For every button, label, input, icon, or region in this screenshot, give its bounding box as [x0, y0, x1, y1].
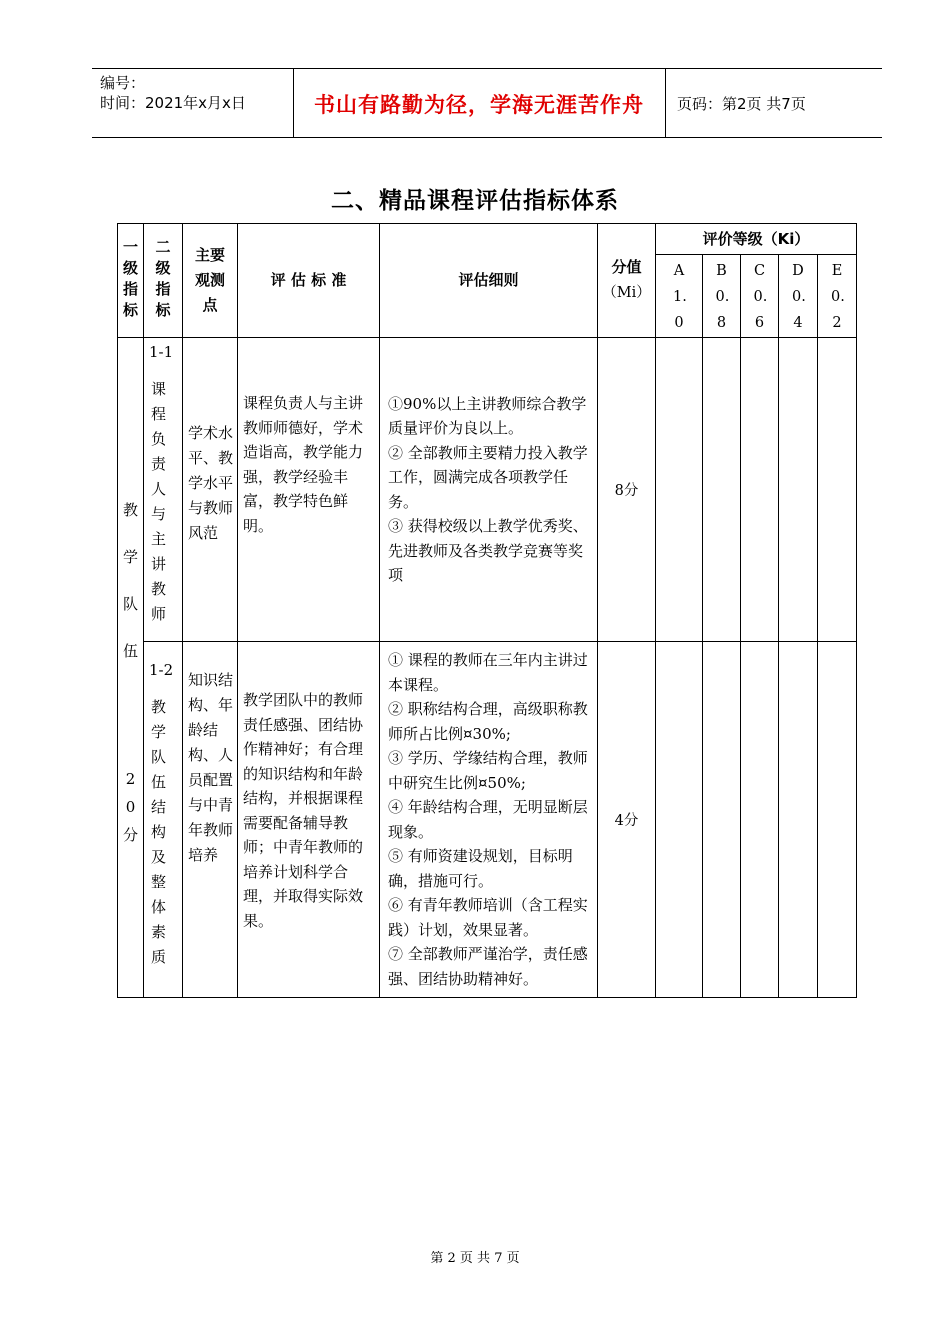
code-label: 编号： [100, 74, 146, 92]
grade-value: 0.2 [831, 289, 845, 331]
grade-letter: D [792, 263, 804, 279]
level2-name: 课程负责人与主讲教师 [151, 380, 167, 623]
level1-name: 教学队伍 [123, 500, 139, 660]
detail-item: ⑦ 全部教师严谨治学，责任感强、团结协助精神好。 [388, 945, 588, 988]
col-level1-label: 一级指标 [121, 238, 139, 323]
standard-cell [238, 338, 380, 642]
observe-text: 知识结构、年龄结构、人员配置与中青年教师培养 [188, 671, 234, 864]
detail-item: ③ 学历、学缘结构合理，教师中研究生比例¤50%; [388, 749, 588, 792]
header-meta [100, 73, 246, 113]
level2-name: 教学队伍结构及整体素质 [151, 698, 167, 966]
standard-text: 课程负责人与主讲教师师德好，学术造诣高，教学能力强，教学经验丰富，教学特色鲜明。 [243, 394, 364, 535]
col-level1-header [118, 224, 144, 338]
score-value: 4分 [614, 813, 639, 829]
detail-item: ① 课程的教师在三年内主讲过本课程。 [388, 651, 588, 694]
grade-blank [779, 642, 818, 998]
standard-cell [238, 642, 380, 998]
detail-item: ④ 年龄结构合理，无明显断层现象。 [388, 798, 588, 841]
header-motto: 书山有路勤为径，学海无涯苦作舟 [314, 92, 644, 117]
detail-item: ①90%以上主讲教师综合教学质量评价为良以上。 [388, 394, 587, 437]
grade-cell [818, 255, 857, 338]
grade-blank [818, 338, 857, 642]
grade-cell [656, 255, 703, 338]
grade-blank [779, 338, 818, 642]
grade-value: 1.0 [673, 289, 687, 331]
detail-item: ② 职称结构合理，高级职称教师所占比例¤30%; [388, 700, 588, 743]
page-header [92, 68, 882, 138]
table-row [118, 642, 857, 998]
level2-code: 1-1 [149, 343, 174, 361]
score-cell [598, 338, 656, 642]
grade-blank [656, 338, 703, 642]
details-cell [380, 338, 598, 642]
grade-cell [741, 255, 779, 338]
level2-code: 1-2 [149, 661, 174, 679]
detail-item: ② 全部教师主要精力投入教学工作，圆满完成各项教学任务。 [388, 443, 588, 511]
col-details-header [380, 224, 598, 338]
document-title: 二、精品课程评估指标体系 [331, 188, 619, 214]
grade-letter: C [753, 263, 766, 279]
col-level2-header [144, 224, 183, 338]
col-observe-label: 主要观测点 [194, 246, 225, 314]
grade-blank [818, 642, 857, 998]
grade-cell [779, 255, 818, 338]
time-label: 时间：2021年x月x日 [100, 94, 246, 112]
details-cell [380, 642, 598, 998]
observe-cell [183, 338, 238, 642]
grade-letter: E [831, 263, 843, 279]
grade-header-label: 评价等级（Ki） [702, 229, 810, 248]
col-level2-label: 二级指标 [153, 238, 172, 323]
observe-text: 学术水平、教学水平与教师风范 [188, 424, 234, 542]
grade-blank [741, 338, 779, 642]
level1-cell [118, 338, 144, 998]
col-score-title: 分值 [611, 258, 642, 276]
col-observe-header [183, 224, 238, 338]
grade-blank [703, 642, 741, 998]
level1-score: 20分 [123, 769, 139, 844]
grade-cell [703, 255, 741, 338]
grade-letter: B [716, 263, 727, 279]
grade-header [656, 224, 857, 255]
col-details-label: 评估细则 [458, 271, 519, 289]
col-standard-label: 评 估 标 准 [270, 271, 347, 289]
header-row [118, 224, 857, 255]
grade-value: 0.4 [792, 289, 806, 331]
header-divider [665, 69, 666, 137]
score-cell [598, 642, 656, 998]
level2-cell [144, 338, 183, 642]
detail-item: ⑤ 有师资建设规划，目标明确，措施可行。 [388, 847, 573, 890]
table-row [118, 338, 857, 642]
grade-blank [741, 642, 779, 998]
col-standard-header [238, 224, 380, 338]
detail-item: ③ 获得校级以上教学优秀奖、先进教师及各类教学竞赛等奖项 [388, 517, 588, 584]
col-score-header [598, 224, 656, 338]
standard-text: 教学团队中的教师责任感强、团结协作精神好；有合理的知识结构和年龄结构，并根据课程需要配备辅导教师；中青年教师的培养计划科学合理，并取得实际效果。 [243, 691, 364, 930]
evaluation-table [117, 223, 857, 998]
grade-blank [656, 642, 703, 998]
level2-cell [144, 642, 183, 998]
detail-item: ⑥ 有青年教师培训（含工程实践）计划，效果显著。 [388, 896, 588, 939]
page-footer: 第 2 页 共 7 页 [430, 1251, 520, 1266]
grade-value: 0.6 [753, 289, 768, 331]
score-value: 8分 [614, 483, 639, 499]
header-page-label: 页码：第2页 共7页 [677, 95, 806, 113]
grade-blank [703, 338, 741, 642]
grade-letter: A [673, 263, 685, 279]
grade-value: 0.8 [715, 289, 730, 331]
observe-cell [183, 642, 238, 998]
col-score-sub: （Mi） [602, 285, 651, 301]
